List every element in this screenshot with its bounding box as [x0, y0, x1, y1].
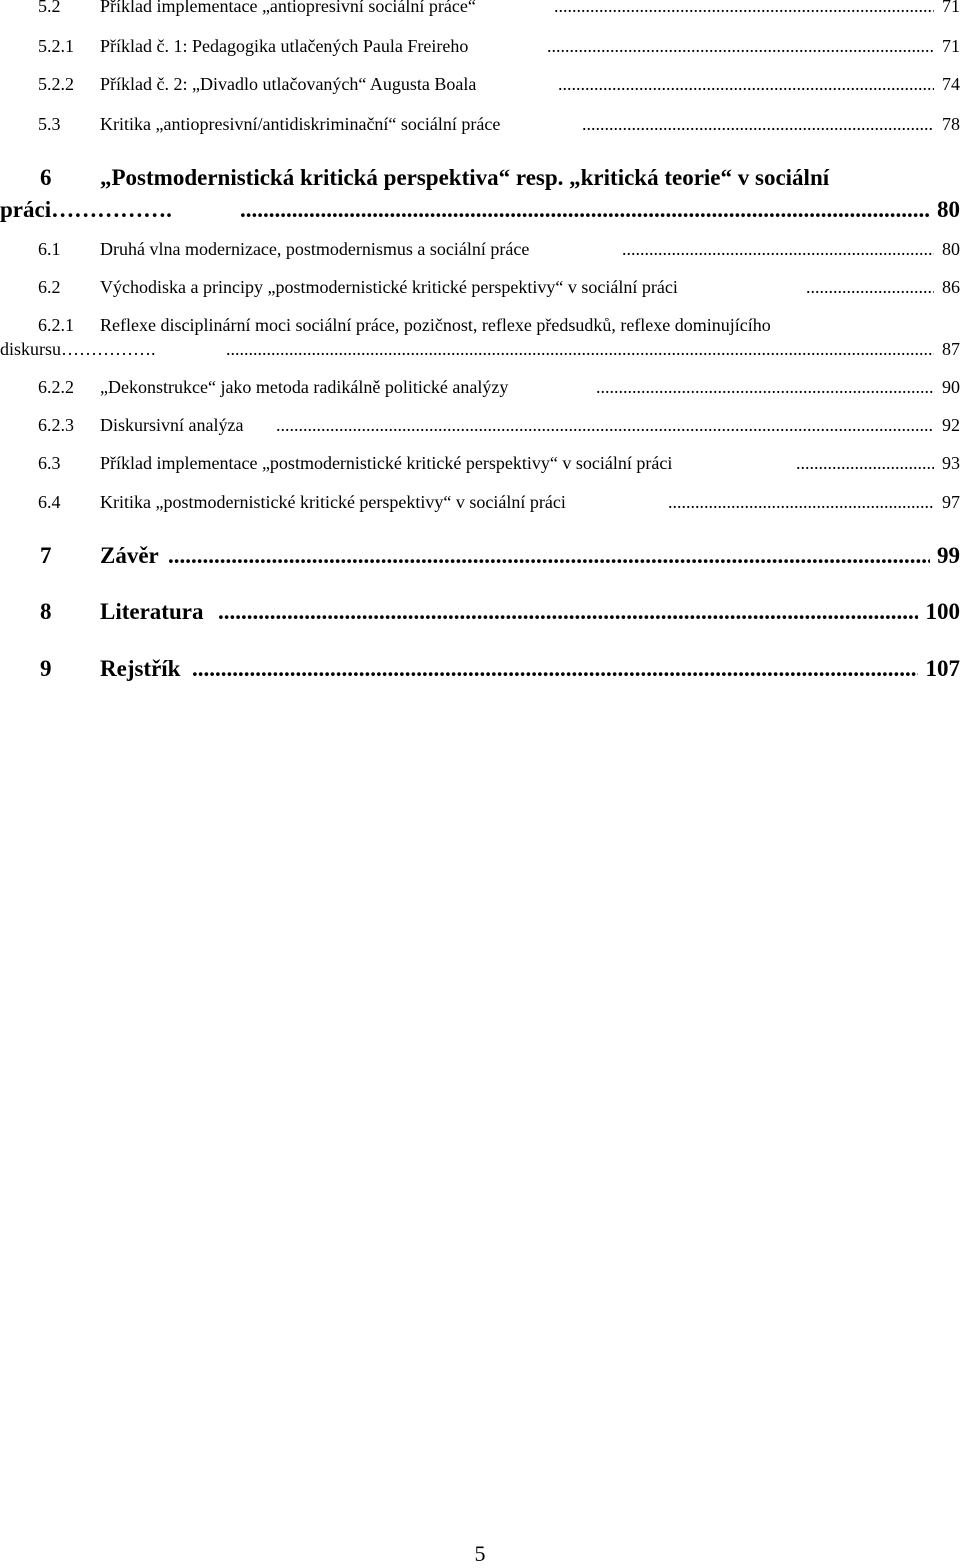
toc-entry-number: 5.2.2 [38, 74, 74, 94]
toc-entry-title-continuation: práci……………. [0, 197, 172, 222]
toc-entry-title: „Postmodernistická kritická perspektiva“ resp. „kritická teorie“ v sociální [100, 165, 830, 190]
toc-entry[interactable] [0, 541, 960, 571]
toc-entry-page: 90 [942, 377, 960, 397]
leader-dots [240, 195, 930, 225]
leader-dots [168, 541, 930, 571]
toc-entry-continuation[interactable] [0, 336, 960, 362]
toc-entry-number: 6 [40, 165, 52, 190]
toc-entry[interactable] [0, 274, 960, 300]
leader-dots [582, 111, 934, 137]
toc-entry-number: 6.4 [38, 492, 61, 512]
toc-entry-page: 97 [942, 492, 960, 512]
toc-entry[interactable] [0, 312, 960, 338]
leader-dots [806, 274, 934, 300]
toc-entry-number: 6.1 [38, 239, 61, 259]
toc-entry-number: 5.2.1 [38, 36, 74, 56]
leader-dots [558, 71, 934, 97]
leader-dots [796, 450, 934, 476]
toc-entry-number: 8 [40, 599, 52, 624]
toc-entry-title: Druhá vlna modernizace, postmodernismus a sociální práce [100, 239, 530, 259]
toc-entry[interactable] [0, 654, 960, 684]
toc-entry-title: „Dekonstrukce“ jako metoda radikálně politické analýzy [100, 377, 509, 397]
toc-entry-number: 6.3 [38, 453, 61, 473]
toc-entry-page: 100 [925, 599, 960, 624]
toc-entry-title: Kritika „postmodernistické kritické perspektivy“ v sociální práci [100, 492, 566, 512]
page-number: 5 [474, 1541, 486, 1566]
leader-dots [622, 236, 934, 262]
toc-entry-title: Příklad č. 2: „Divadlo utlačovaných“ Augusta Boala [100, 74, 477, 94]
toc-entry-page: 86 [942, 277, 960, 297]
toc-entry-page: 80 [937, 197, 960, 222]
toc-entry-page: 71 [942, 36, 960, 56]
toc-entry-page: 74 [942, 74, 960, 94]
leader-dots [596, 374, 934, 400]
toc-entry[interactable] [0, 489, 960, 515]
toc-entry-title: Příklad implementace „postmodernistické kritické perspektivy“ v sociální práci [100, 453, 673, 473]
leader-dots [218, 597, 918, 627]
toc-entry-page: 99 [937, 543, 960, 568]
toc-entry[interactable] [0, 0, 960, 19]
toc-entry[interactable] [0, 163, 960, 193]
toc-entry[interactable] [0, 450, 960, 476]
toc-entry-page: 80 [942, 239, 960, 259]
toc-entry-page: 93 [942, 453, 960, 473]
toc-entry-continuation[interactable] [0, 195, 960, 225]
toc-entry-page: 92 [942, 415, 960, 435]
toc-entry-number: 6.2.3 [38, 415, 74, 435]
toc-entry[interactable] [0, 111, 960, 137]
toc-entry-title: Kritika „antiopresivní/antidiskriminační“ sociální práce [100, 114, 501, 134]
toc-entry[interactable] [0, 597, 960, 627]
toc-entry-title: Diskursivní analýza [100, 415, 244, 435]
toc-entry-number: 5.2 [38, 0, 61, 16]
toc-entry-page: 87 [942, 339, 960, 359]
toc-entry-title: Reflexe disciplinární moci sociální práce, pozičnost, reflexe předsudků, reflexe dominujícího [100, 315, 771, 335]
toc-entry-title: Rejstřík [100, 656, 181, 681]
leader-dots [226, 336, 934, 362]
toc-entry[interactable] [0, 71, 960, 97]
toc-entry-title: Literatura [100, 599, 204, 624]
toc-entry-number: 5.3 [38, 114, 61, 134]
leader-dots [276, 412, 934, 438]
leader-dots [547, 33, 934, 59]
toc-entry-title: Příklad č. 1: Pedagogika utlačených Paula Freireho [100, 36, 469, 56]
toc-entry-number: 7 [40, 543, 52, 568]
toc-entry-page: 107 [925, 656, 960, 681]
toc-entry-title: Závěr [100, 543, 159, 568]
toc-entry[interactable] [0, 412, 960, 438]
toc-entry-title-continuation: diskursu……………. [0, 339, 156, 359]
toc-entry-number: 6.2.2 [38, 377, 74, 397]
toc-entry[interactable] [0, 374, 960, 400]
toc-entry-number: 6.2.1 [38, 315, 74, 335]
toc-entry-page: 78 [942, 114, 960, 134]
toc-entry-page: 71 [942, 0, 960, 16]
toc-entry-title: Východiska a principy „postmodernistické kritické perspektivy“ v sociální práci [100, 277, 678, 297]
toc-entry-number: 9 [40, 656, 52, 681]
leader-dots [554, 0, 934, 19]
leader-dots [192, 654, 918, 684]
toc-entry[interactable] [0, 33, 960, 59]
toc-entry[interactable] [0, 236, 960, 262]
leader-dots [668, 489, 934, 515]
toc-entry-title: Příklad implementace „antiopresivní sociální práce“ [100, 0, 476, 16]
toc-entry-number: 6.2 [38, 277, 61, 297]
